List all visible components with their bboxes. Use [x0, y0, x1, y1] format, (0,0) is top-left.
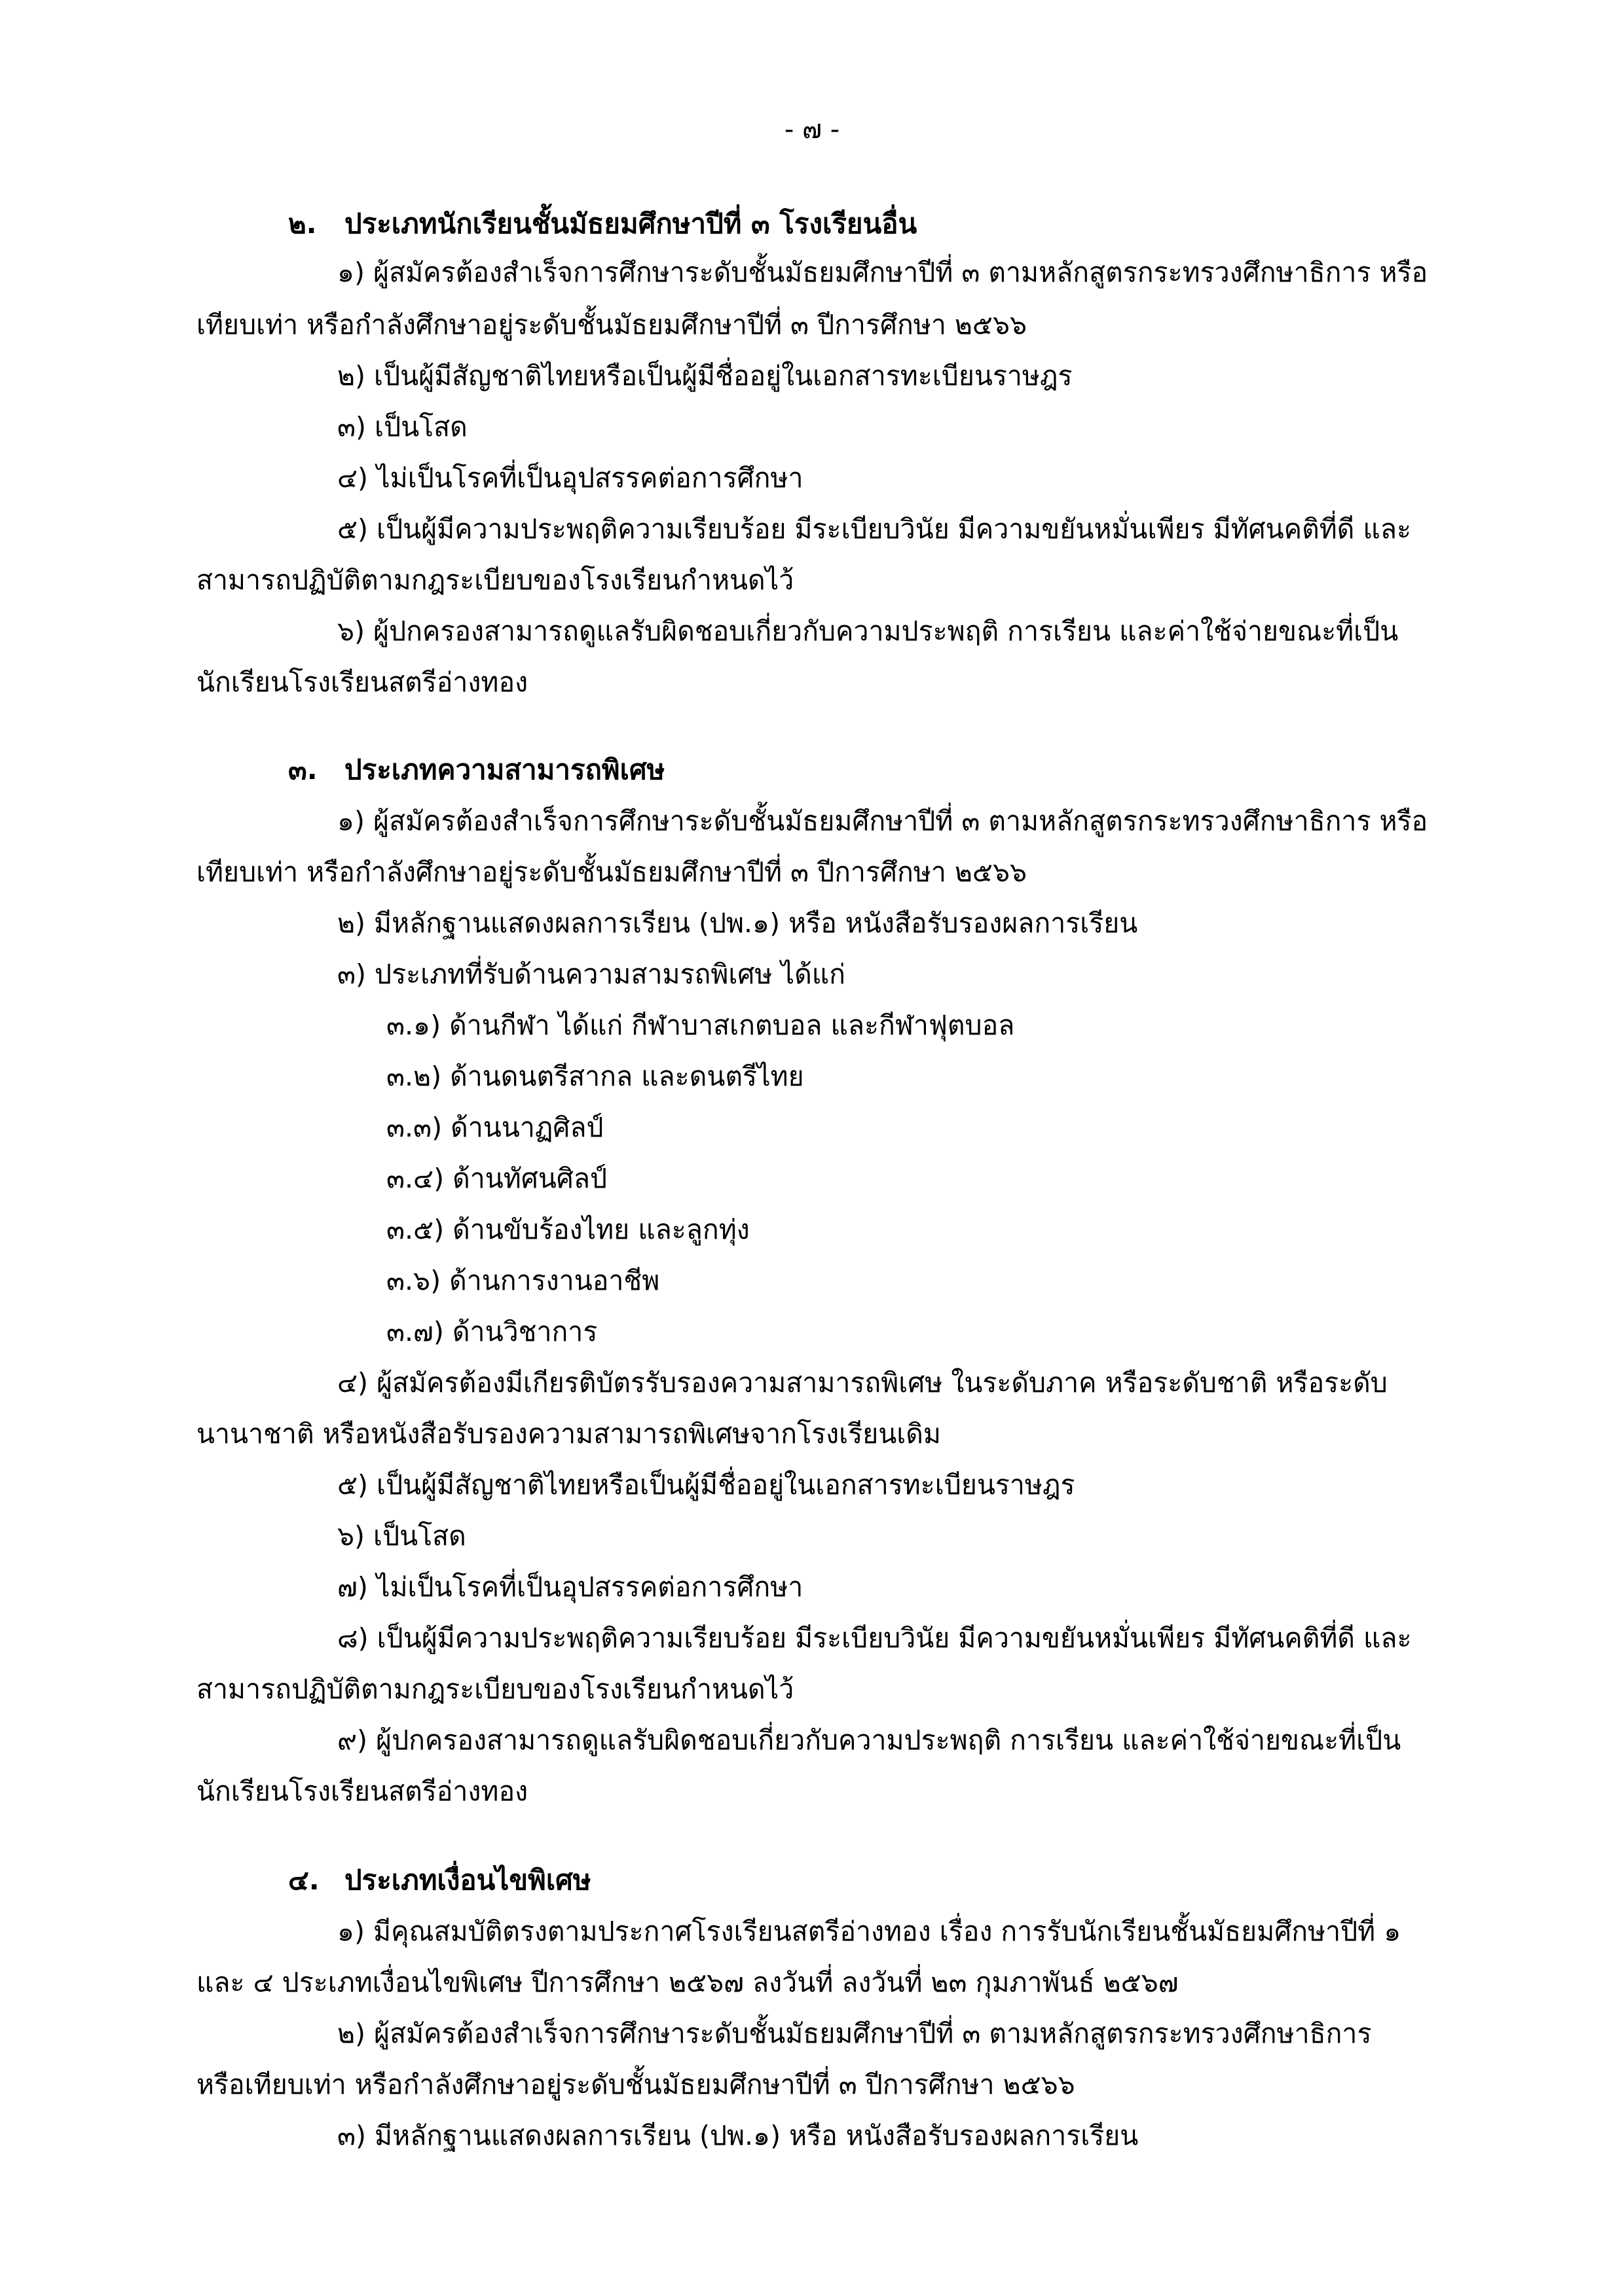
- sub-item-line: ๓.๑) ด้านกีฬา ได้แก่ กีฬาบาสเกตบอล และกีฬาฟุตบอล: [386, 1010, 1015, 1041]
- section-heading-3: [288, 750, 665, 790]
- section-title: ประเภทนักเรียนชั้นมัธยมศึกษาปีที่ ๓ โรงเรียนอื่น: [344, 208, 917, 240]
- sub-item-line: ๓.๓) ด้านนาฏศิลป์: [386, 1112, 604, 1143]
- paragraph-line: เทียบเท่า หรือกำลังศึกษาอยู่ระดับชั้นมัธยมศึกษาปีที่ ๓ ปีการศึกษา ๒๕๖๖: [196, 856, 1027, 888]
- paragraph-line: ๙) ผู้ปกครองสามารถดูแลรับผิดชอบเกี่ยวกับความประพฤติ การเรียน และค่าใช้จ่ายขณะที่เป็น: [337, 1724, 1401, 1756]
- paragraph-line: และ ๔ ประเภทเงื่อนไขพิเศษ ปีการศึกษา ๒๕๖๗ ลงวันที่ ลงวันที่ ๒๓ กุมภาพันธ์ ๒๕๖๗: [196, 1967, 1179, 1998]
- section-title: ประเภทความสามารถพิเศษ: [344, 754, 665, 786]
- paragraph-line: ๑) มีคุณสมบัติตรงตามประกาศโรงเรียนสตรีอ่างทอง เรื่อง การรับนักเรียนชั้นมัธยมศึกษาปีที่ ๑: [337, 1916, 1401, 1947]
- page-number: - ๗ -: [784, 115, 840, 145]
- sub-item-line: ๓.๔) ด้านทัศนศิลป์: [386, 1163, 608, 1194]
- paragraph-line: นักเรียนโรงเรียนสตรีอ่างทอง: [196, 1776, 528, 1807]
- paragraph-line: ๔) ผู้สมัครต้องมีเกียรติบัตรรับรองความสามารถพิเศษ ในระดับภาค หรือระดับชาติ หรือระดับ: [337, 1367, 1388, 1398]
- sub-item-line: ๓.๒) ด้านดนตรีสากล และดนตรีไทย: [386, 1061, 804, 1092]
- paragraph-line: ๑) ผู้สมัครต้องสำเร็จการศึกษาระดับชั้นมัธยมศึกษาปีที่ ๓ ตามหลักสูตรกระทรวงศึกษาธิการ หรือ: [337, 257, 1428, 288]
- paragraph-line: ๒) ผู้สมัครต้องสำเร็จการศึกษาระดับชั้นมัธยมศึกษาปีที่ ๓ ตามหลักสูตรกระทรวงศึกษาธิการ: [337, 2018, 1372, 2049]
- paragraph-line: เทียบเท่า หรือกำลังศึกษาอยู่ระดับชั้นมัธยมศึกษาปีที่ ๓ ปีการศึกษา ๒๕๖๖: [196, 309, 1027, 340]
- paragraph-line: สามารถปฏิบัติตามกฎระเบียบของโรงเรียนกำหนดไว้: [196, 1673, 794, 1705]
- paragraph-line: ๒) เป็นผู้มีสัญชาติไทยหรือเป็นผู้มีชื่ออยู่ในเอกสารทะเบียนราษฎร: [337, 360, 1073, 392]
- paragraph-line: สามารถปฏิบัติตามกฎระเบียบของโรงเรียนกำหนดไว้: [196, 564, 794, 596]
- paragraph-line: หรือเทียบเท่า หรือกำลังศึกษาอยู่ระดับชั้นมัธยมศึกษาปีที่ ๓ ปีการศึกษา ๒๕๖๖: [196, 2069, 1075, 2100]
- section-number: ๓.: [288, 754, 318, 786]
- paragraph-line: ๕) เป็นผู้มีสัญชาติไทยหรือเป็นผู้มีชื่ออยู่ในเอกสารทะเบียนราษฎร: [337, 1469, 1075, 1501]
- paragraph-line: ๗) ไม่เป็นโรคที่เป็นอุปสรรคต่อการศึกษา: [337, 1571, 803, 1603]
- paragraph-line: นานาชาติ หรือหนังสือรับรองความสามารถพิเศษจากโรงเรียนเดิม: [196, 1418, 941, 1449]
- paragraph-line: ๖) ผู้ปกครองสามารถดูแลรับผิดชอบเกี่ยวกับความประพฤติ การเรียน และค่าใช้จ่ายขณะที่เป็น: [337, 615, 1399, 647]
- sub-item-line: ๓.๖) ด้านการงานอาชีพ: [386, 1265, 660, 1296]
- paragraph-line: ๕) เป็นผู้มีความประพฤติความเรียบร้อย มีระเบียบวินัย มีความขยันหมั่นเพียร มีทัศนคติที่ดี และ: [337, 513, 1411, 545]
- paragraph-line: ๑) ผู้สมัครต้องสำเร็จการศึกษาระดับชั้นมัธยมศึกษาปีที่ ๓ ตามหลักสูตรกระทรวงศึกษาธิการ หรือ: [337, 805, 1428, 837]
- section-title: ประเภทเงื่อนไขพิเศษ: [344, 1864, 591, 1896]
- sub-item-line: ๓.๕) ด้านขับร้องไทย และลูกทุ่ง: [386, 1214, 750, 1245]
- paragraph-line: ๖) เป็นโสด: [337, 1520, 466, 1552]
- paragraph-line: ๓) มีหลักฐานแสดงผลการเรียน (ปพ.๑) หรือ หนังสือรับรองผลการเรียน: [337, 2120, 1139, 2151]
- paragraph-line: ๘) เป็นผู้มีความประพฤติความเรียบร้อย มีระเบียบวินัย มีความขยันหมั่นเพียร มีทัศนคติที่ดี และ: [337, 1622, 1412, 1654]
- section-number: ๒.: [288, 208, 317, 240]
- paragraph-line: ๓) ประเภทที่รับด้านความสามรถพิเศษ ได้แก่: [337, 958, 845, 990]
- section-heading-2: [288, 204, 917, 244]
- sub-item-line: ๓.๗) ด้านวิชาการ: [386, 1316, 598, 1347]
- paragraph-line: ๒) มีหลักฐานแสดงผลการเรียน (ปพ.๑) หรือ หนังสือรับรองผลการเรียน: [337, 907, 1138, 939]
- paragraph-line: ๔) ไม่เป็นโรคที่เป็นอุปสรรคต่อการศึกษา: [337, 462, 803, 494]
- section-number: ๔.: [288, 1864, 320, 1896]
- paragraph-line: นักเรียนโรงเรียนสตรีอ่างทอง: [196, 666, 528, 698]
- paragraph-line: ๓) เป็นโสด: [337, 411, 468, 443]
- section-heading-4: [288, 1861, 591, 1900]
